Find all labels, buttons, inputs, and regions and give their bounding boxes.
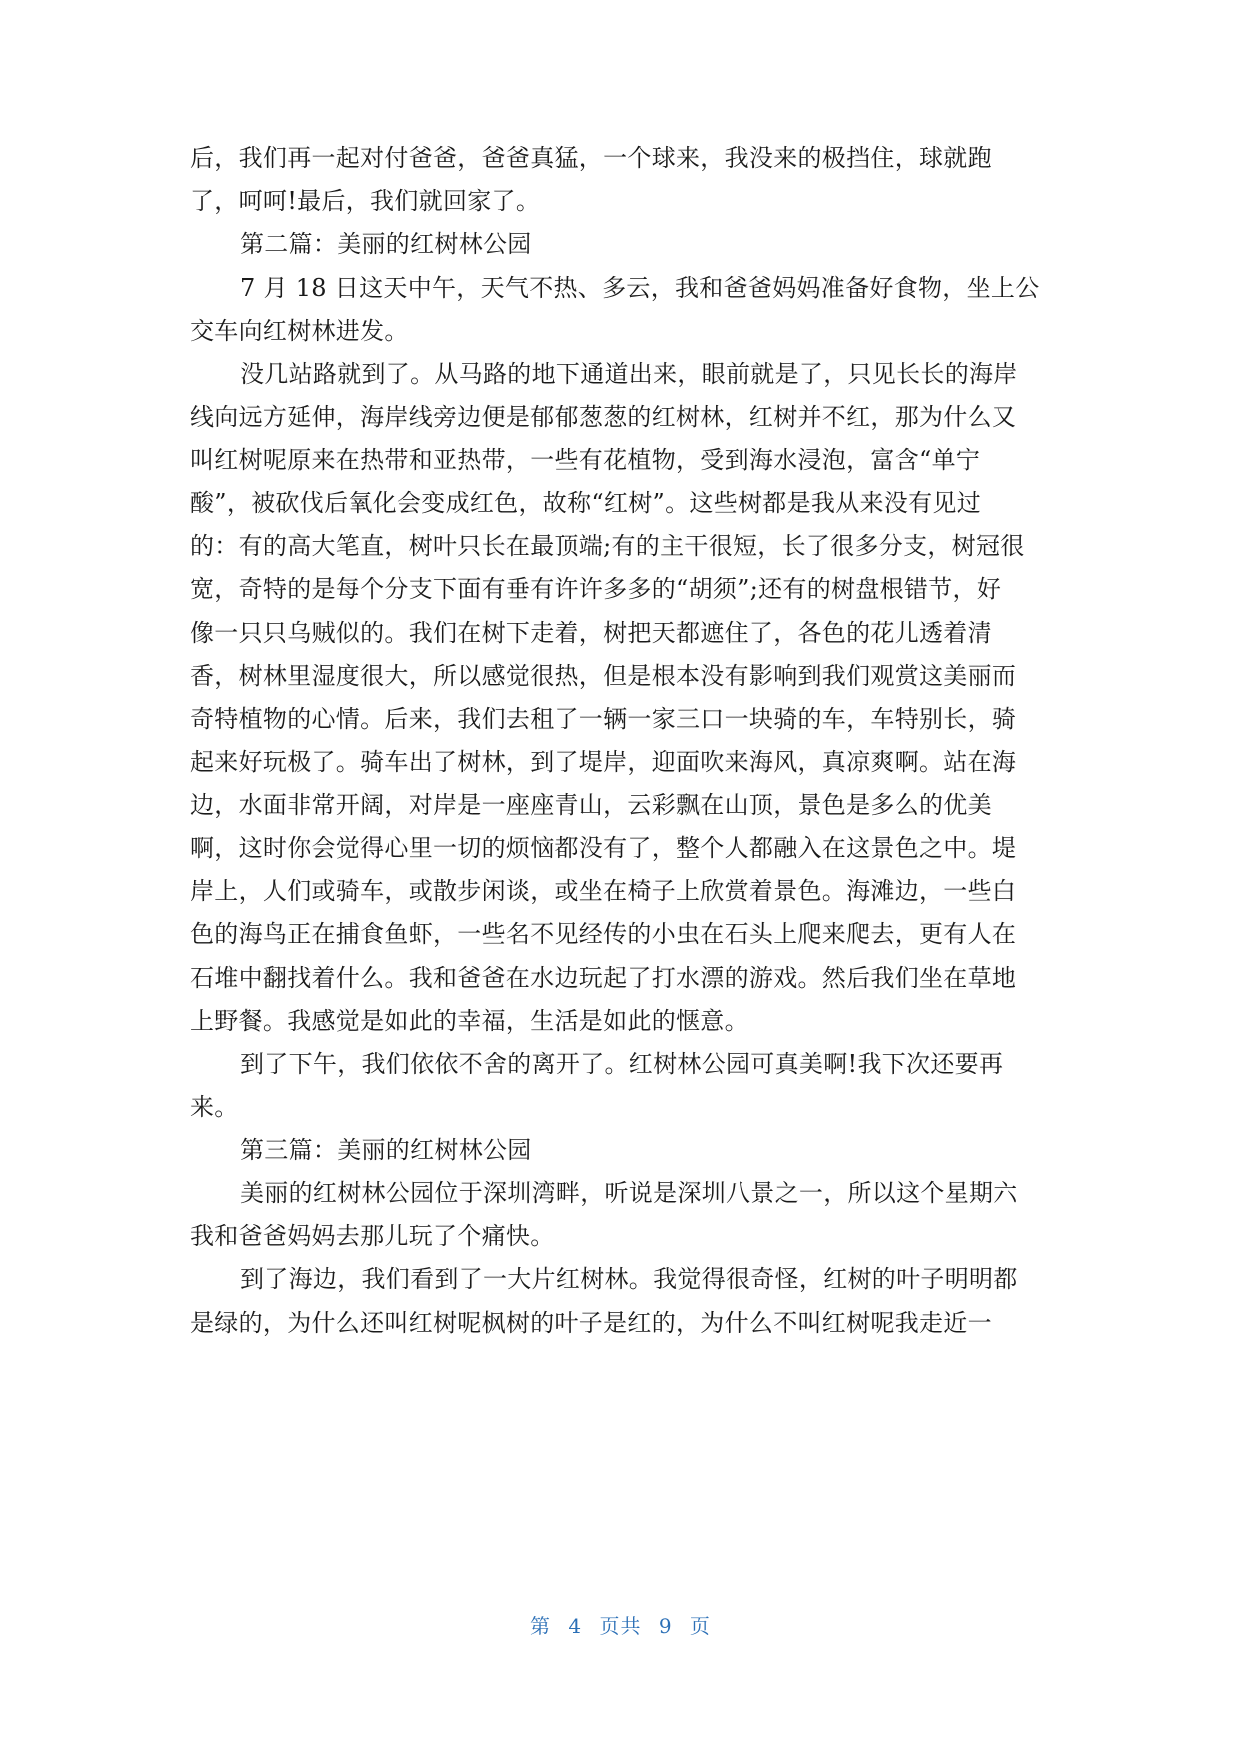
text-line: 上野餐。我感觉是如此的幸福，生活是如此的惬意。 xyxy=(190,1007,749,1035)
text-line: 石堆中翻找着什么。我和爸爸在水边玩起了打水漂的游戏。然后我们坐在草地 xyxy=(190,964,1017,992)
text-line: 啊，这时你会觉得心里一切的烦恼都没有了，整个人都融入在这景色之中。堤 xyxy=(190,834,1017,862)
text-line: 色的海鸟正在捕食鱼虾，一些名不见经传的小虫在石头上爬来爬去，更有人在 xyxy=(190,920,1017,948)
section-heading: 第二篇：美丽的红树林公园 xyxy=(240,230,532,258)
text-line: 酸”，被砍伐后氧化会变成红色，故称“红树”。这些树都是我从来没有见过 xyxy=(190,489,982,517)
text-line: 奇特植物的心情。后来，我们去租了一辆一家三口一块骑的车，车特别长，骑 xyxy=(190,705,1017,733)
text-line: 来。 xyxy=(190,1093,239,1121)
text-line: 美丽的红树林公园位于深圳湾畔，听说是深圳八景之一，所以这个星期六 xyxy=(240,1179,1018,1207)
text-line: 了，呵呵!最后，我们就回家了。 xyxy=(190,187,541,215)
text-line: 的：有的高大笔直，树叶只长在最顶端;有的主干很短，长了很多分支，树冠很 xyxy=(190,532,1025,560)
text-line: 宽，奇特的是每个分支下面有垂有许许多多的“胡须”;还有的树盘根错节，好 xyxy=(190,575,1002,603)
text-line: 到了海边，我们看到了一大片红树林。我觉得很奇怪，红树的叶子明明都 xyxy=(240,1265,1018,1293)
text-line: 起来好玩极了。骑车出了树林，到了堤岸，迎面吹来海风，真凉爽啊。站在海 xyxy=(190,748,1017,776)
text-line: 香，树林里湿度很大，所以感觉很热，但是根本没有影响到我们观赏这美丽而 xyxy=(190,662,1017,690)
text-line: 交车向红树林进发。 xyxy=(190,317,409,345)
text-line: 边，水面非常开阔，对岸是一座座青山，云彩飘在山顶，景色是多么的优美 xyxy=(190,791,992,819)
text-line: 线向远方延伸，海岸线旁边便是郁郁葱葱的红树林，红树并不红，那为什么又 xyxy=(190,403,1017,431)
text-line: 像一只只乌贼似的。我们在树下走着，树把天都遮住了，各色的花儿透着清 xyxy=(190,619,992,647)
text-line: 7 月 18 日这天中午，天气不热、多云，我和爸爸妈妈准备好食物，坐上公 xyxy=(240,274,1040,302)
text-line: 叫红树呢原来在热带和亚热带，一些有花植物，受到海水浸泡，富含“单宁 xyxy=(190,446,981,474)
text-line: 没几站路就到了。从马路的地下通道出来，眼前就是了，只见长长的海岸 xyxy=(240,360,1018,388)
text-line: 后，我们再一起对付爸爸，爸爸真猛，一个球来，我没来的极挡住，球就跑 xyxy=(190,144,992,172)
text-line: 我和爸爸妈妈去那儿玩了个痛快。 xyxy=(190,1222,555,1250)
section-heading: 第三篇：美丽的红树林公园 xyxy=(240,1136,532,1164)
text-line: 是绿的，为什么还叫红树呢枫树的叶子是红的，为什么不叫红树呢我走近一 xyxy=(190,1309,992,1337)
page-number-footer: 第 4 页共 9 页 xyxy=(530,1614,711,1638)
text-line: 岸上，人们或骑车，或散步闲谈，或坐在椅子上欣赏着景色。海滩边，一些白 xyxy=(190,877,1017,905)
text-line: 到了下午，我们依依不舍的离开了。红树林公园可真美啊!我下次还要再 xyxy=(240,1050,1004,1078)
